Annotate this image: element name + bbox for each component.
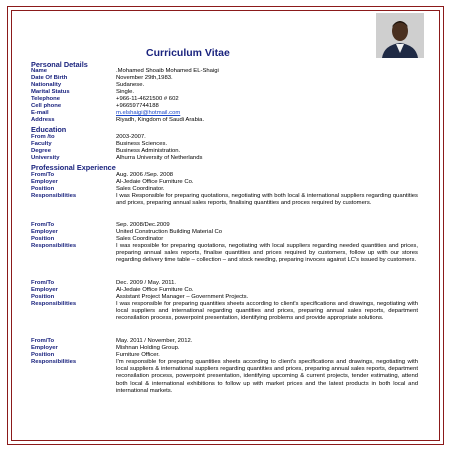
field-label: From /to bbox=[31, 134, 55, 140]
field-label: From/To bbox=[31, 280, 55, 286]
field-label: Telephone bbox=[31, 96, 61, 102]
field-value: Dec. 2009 / May. 2011. bbox=[116, 280, 177, 286]
field-value: +966597744188 bbox=[116, 103, 159, 109]
field-label: Position bbox=[31, 294, 55, 300]
field-value: .Mohamed Shoaib Mohamed EL-Shaigi bbox=[116, 68, 219, 74]
field-value: 2003-2007. bbox=[116, 134, 146, 140]
field-value: Riyadh, Kingdom of Saudi Arabia. bbox=[116, 117, 205, 123]
field-value: Alhurra University of Netherlands bbox=[116, 155, 203, 161]
section-heading-experience: Professional Experience bbox=[31, 163, 116, 172]
field-label: Address bbox=[31, 117, 55, 123]
field-label: Employer bbox=[31, 287, 58, 293]
section-heading-education: Education bbox=[31, 125, 67, 134]
field-label: Employer bbox=[31, 229, 58, 235]
field-label: Responsibilities bbox=[31, 193, 77, 199]
field-label: Date Of Birth bbox=[31, 75, 68, 81]
field-value: Single. bbox=[116, 89, 135, 95]
document-title: Curriculum Vitae bbox=[146, 47, 230, 59]
field-value: Sudanese. bbox=[116, 82, 145, 88]
job-2-responsibilities: I was resposible for preparing quotations, negotiating with local suppliers regarding needed quantities and prices, preparing annual sales reports, finalise quantities and prices required by customers, follow up with our stores regarding delivery time table – collection – and stock needing, preparing invoces against LC's issued by customers. bbox=[116, 243, 418, 264]
field-label: Employer bbox=[31, 179, 58, 185]
field-value: Al-Jedaie Office Furniture Co. bbox=[116, 179, 194, 185]
field-label: Marital Status bbox=[31, 89, 70, 95]
job-3-responsibilities: I was responsible for preparing quantities sheets according to client's specifications and drawings, negotiating with local suppliers and international regarding quantities and prices, preparing annual sales reports, department reconsilation process, powerpoint presentation, identifying problems and provide appropriate solutions. bbox=[116, 301, 418, 322]
field-label: Name bbox=[31, 68, 48, 74]
field-value: Al-Jedaie Office Furniture Co. bbox=[116, 287, 194, 293]
field-value: May. 2011 / November, 2012. bbox=[116, 338, 193, 344]
field-value: United Construction Building Material Co bbox=[116, 229, 223, 235]
job-1-responsibilities: I was Responsible for preparing quotations, negotiating with both local & international suppliers regarding quantities and prices, preparing annual sales reports, finalising quantities and proces required by customers. bbox=[116, 193, 418, 207]
field-label: Nationality bbox=[31, 82, 62, 88]
section-heading-personal: Personal Details bbox=[31, 60, 88, 69]
field-value: Aug. 2006 /Sep. 2008 bbox=[116, 172, 173, 178]
email-link[interactable]: m.elshaigi@hotmail.com bbox=[116, 110, 181, 116]
field-label: Faculty bbox=[31, 141, 52, 147]
profile-photo bbox=[376, 13, 424, 58]
field-value: Furniture Officer. bbox=[116, 352, 160, 358]
field-label: Degree bbox=[31, 148, 51, 154]
field-label: From/To bbox=[31, 172, 55, 178]
field-value: Mishnan Holding Group. bbox=[116, 345, 180, 351]
field-value: November 29th,1983. bbox=[116, 75, 173, 81]
field-label: Responsibilities bbox=[31, 359, 77, 365]
field-label: From/To bbox=[31, 338, 55, 344]
job-4-responsibilities: I'm responsible for preparing quantities sheets according to client's specifications and drawings, negotiating with local suppliers & international suppliers regarding quantities and prices, preparing annual sales reports, department reconsilation process, powerpoint presentation, identifying upcoming & current projects, tender estimating, attend both local & international exhibitions to follow up with market prices and the latest products in both local and international markets. bbox=[116, 359, 418, 394]
field-label: Position bbox=[31, 352, 55, 358]
field-label: Position bbox=[31, 186, 55, 192]
field-value: Sales Coordinator bbox=[116, 236, 164, 242]
field-value: Business Sciences. bbox=[116, 141, 168, 147]
field-label: Cell phone bbox=[31, 103, 62, 109]
field-label: University bbox=[31, 155, 60, 161]
field-label: Responsibilities bbox=[31, 243, 77, 249]
field-value: Sep. 2008/Dec.2009 bbox=[116, 222, 170, 228]
field-label: Employer bbox=[31, 345, 58, 351]
field-label: E-mail bbox=[31, 110, 49, 116]
field-value: +966-11-4621500 # 602 bbox=[116, 96, 179, 102]
field-label: From/To bbox=[31, 222, 55, 228]
field-value: Assistant Project Manager – Government Projects. bbox=[116, 294, 249, 300]
field-value: Business Administration. bbox=[116, 148, 181, 154]
field-label: Responsibilities bbox=[31, 301, 77, 307]
field-value: Sales Coordinator. bbox=[116, 186, 165, 192]
field-label: Position bbox=[31, 236, 55, 242]
